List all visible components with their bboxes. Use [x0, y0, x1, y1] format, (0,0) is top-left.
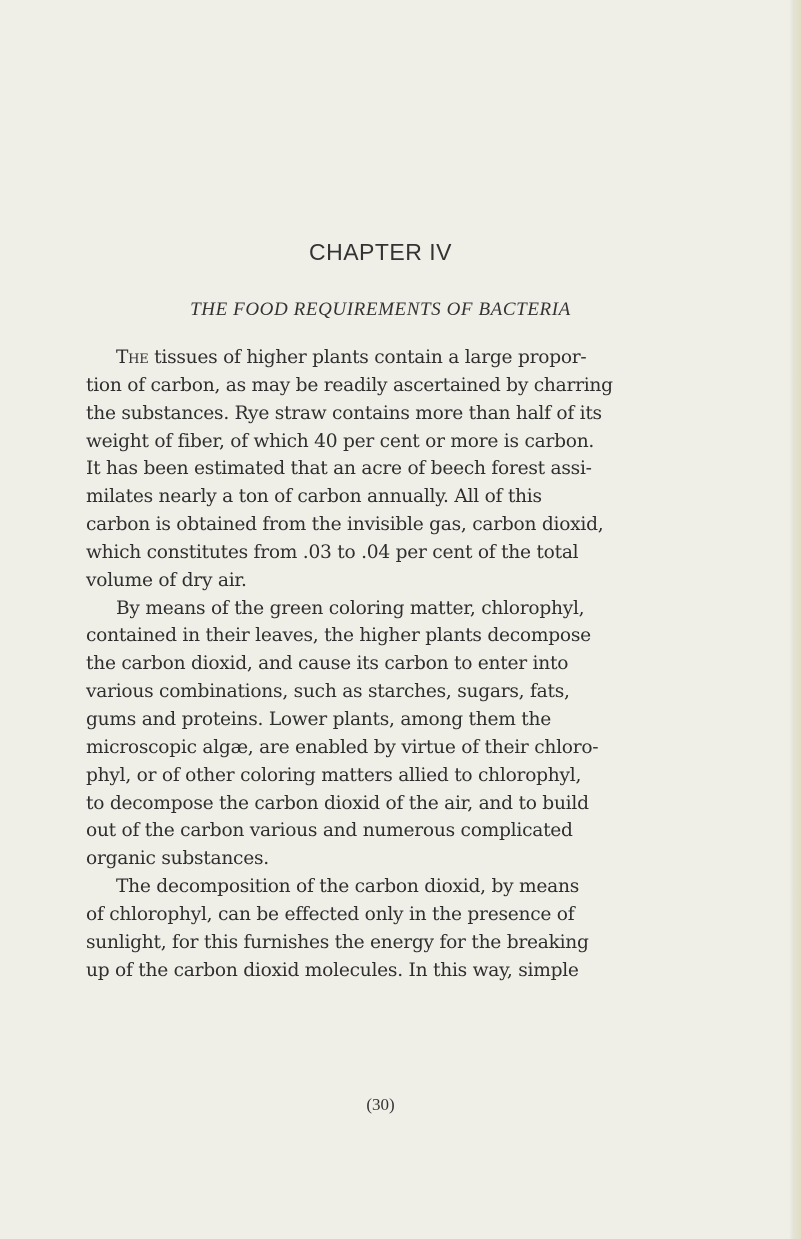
text-line: phyl, or of other coloring matters allied to chlorophyl,	[86, 764, 582, 786]
text-line: organic substances.	[86, 848, 269, 870]
page-number: (30)	[366, 1095, 395, 1114]
text-line: the carbon dioxid, and cause its carbon to enter into	[86, 653, 569, 675]
text-line: By means of the green coloring matter, chlorophyl,	[116, 597, 585, 619]
chapter-title: THE FOOD REQUIREMENTS OF BACTERIA	[190, 299, 571, 320]
text-line: the substances. Rye straw contains more than half of its	[86, 402, 602, 424]
text-line-content: tissues of higher plants contain a large propor-	[148, 347, 587, 368]
text-line: of chlorophyl, can be effected only in the presence of	[86, 903, 575, 925]
chapter-heading: CHAPTER IV	[308, 239, 453, 265]
text-line: The decomposition of the carbon dioxid, by means	[116, 876, 579, 898]
text-line: weight of fiber, of which 40 per cent or more is carbon.	[86, 430, 595, 452]
text-line: carbon is obtained from the invisible gas, carbon dioxid,	[86, 514, 604, 536]
text-line	[86, 344, 786, 372]
text-line: sunlight, for this furnishes the energy for the breaking	[86, 931, 589, 953]
text-line: contained in their leaves, the higher plants decompose	[86, 625, 591, 647]
text-line: to decompose the carbon dioxid of the air, and to build	[86, 792, 589, 814]
text-line: out of the carbon various and numerous complicated	[86, 820, 573, 842]
paragraph-lead-word: The	[116, 347, 149, 368]
text-line: which constitutes from .03 to .04 per cent of the total	[86, 541, 579, 563]
text-line: milates nearly a ton of carbon annually. All of this	[86, 486, 542, 508]
page-edge-shadow	[789, 0, 801, 1239]
text-line: microscopic algæ, are enabled by virtue of their chloro-	[86, 736, 599, 758]
body-text	[86, 344, 786, 984]
text-line: volume of dry air.	[86, 569, 247, 591]
text-line: It has been estimated that an acre of beech forest assi-	[86, 458, 592, 480]
text-line: various combinations, such as starches, sugars, fats,	[86, 681, 570, 703]
text-line: tion of carbon, as may be readily ascertained by charring	[86, 374, 613, 396]
text-line: up of the carbon dioxid molecules. In this way, simple	[86, 959, 579, 981]
text-line: gums and proteins. Lower plants, among them the	[86, 708, 551, 730]
